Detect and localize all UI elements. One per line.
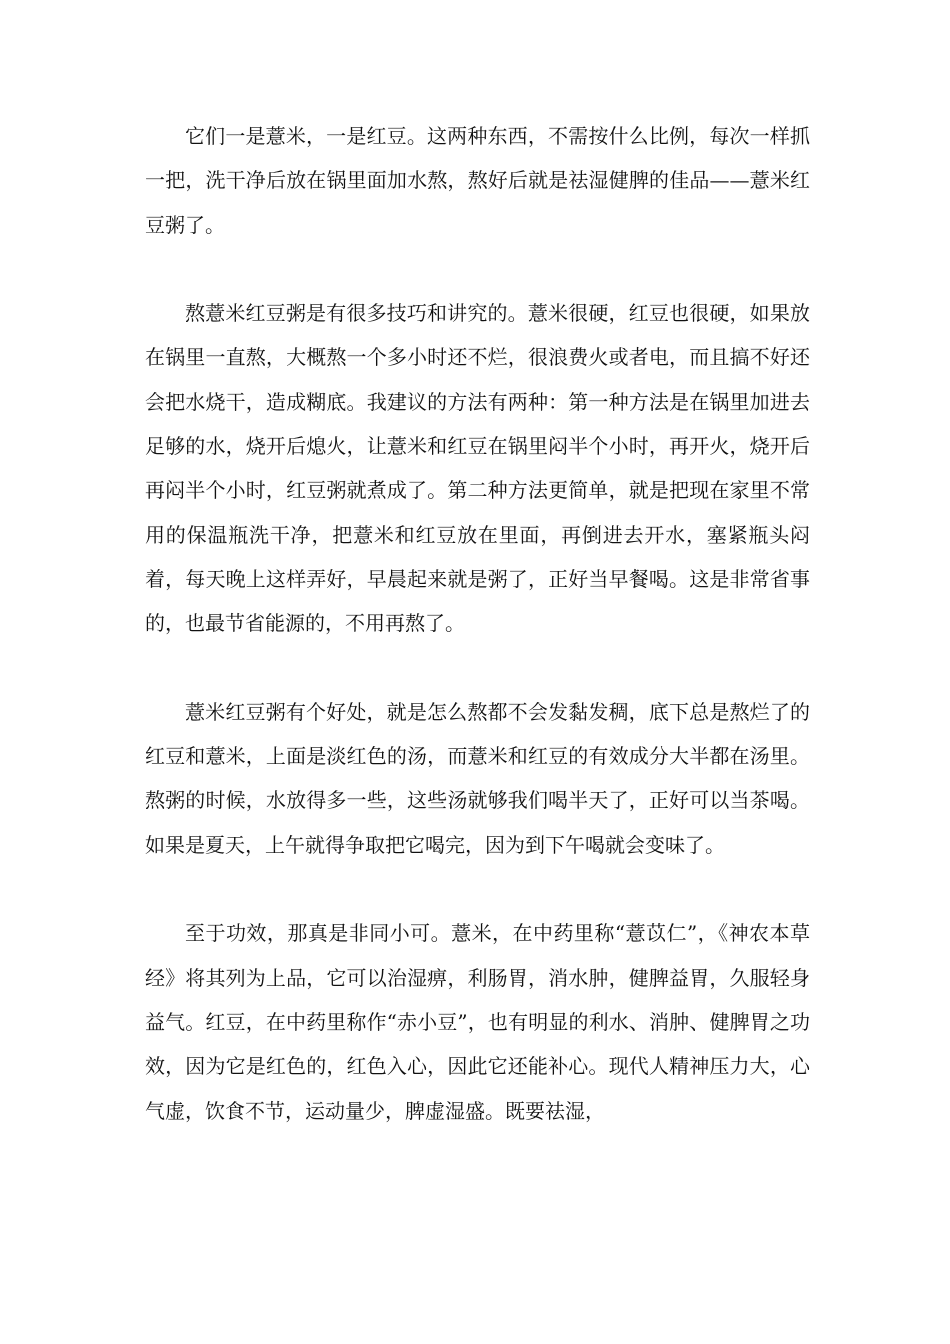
paragraph-3: 薏米红豆粥有个好处，就是怎么熬都不会发黏发稠，底下总是熬烂了的红豆和薏米，上面是淡红色的汤，而薏米和红豆的有效成分大半都在汤里。熬粥的时候，水放得多一些，这些汤就够我们喝半天了，正好可以当茶喝。如果是夏天，上午就得争取把它喝完，因为到下午喝就会变味了。 [145,699,810,857]
paragraph-2: 熬薏米红豆粥是有很多技巧和讲究的。薏米很硬，红豆也很硬，如果放在锅里一直熬，大概熬一个多小时还不烂，很浪费火或者电，而且搞不好还会把水烧干，造成糊底。我建议的方法有两种：第一种方法是在锅里加进去足够的水，烧开后熄火，让薏米和红豆在锅里闷半个小时，再开火，烧开后再闷半个小时，红豆粥就煮成了。第二种方法更简单，就是把现在家里不常用的保温瓶洗干净，把薏米和红豆放在里面，再倒进去开水，塞紧瓶头闷着，每天晚上这样弄好，早晨起来就是粥了，正好当早餐喝。这是非常省事的，也最节省能源的，不用再熬了。 [145,301,810,636]
document-body [145,114,810,1133]
paragraph-4: 至于功效，那真是非同小可。薏米，在中药里称“薏苡仁”，《神农本草经》将其列为上品，它可以治湿痹，利肠胃，消水肿，健脾益胃，久服轻身益气。红豆，在中药里称作“赤小豆”，也有明显的利水、消肿、健脾胃之功效，因为它是红色的，红色入心，因此它还能补心。现代人精神压力大，心气虚，饮食不节，运动量少，脾虚湿盛。既要祛湿， [145,921,810,1123]
paragraph-1: 它们一是薏米，一是红豆。这两种东西，不需按什么比例，每次一样抓一把，洗干净后放在锅里面加水熬，熬好后就是祛湿健脾的佳品——薏米红豆粥了。 [145,124,810,237]
